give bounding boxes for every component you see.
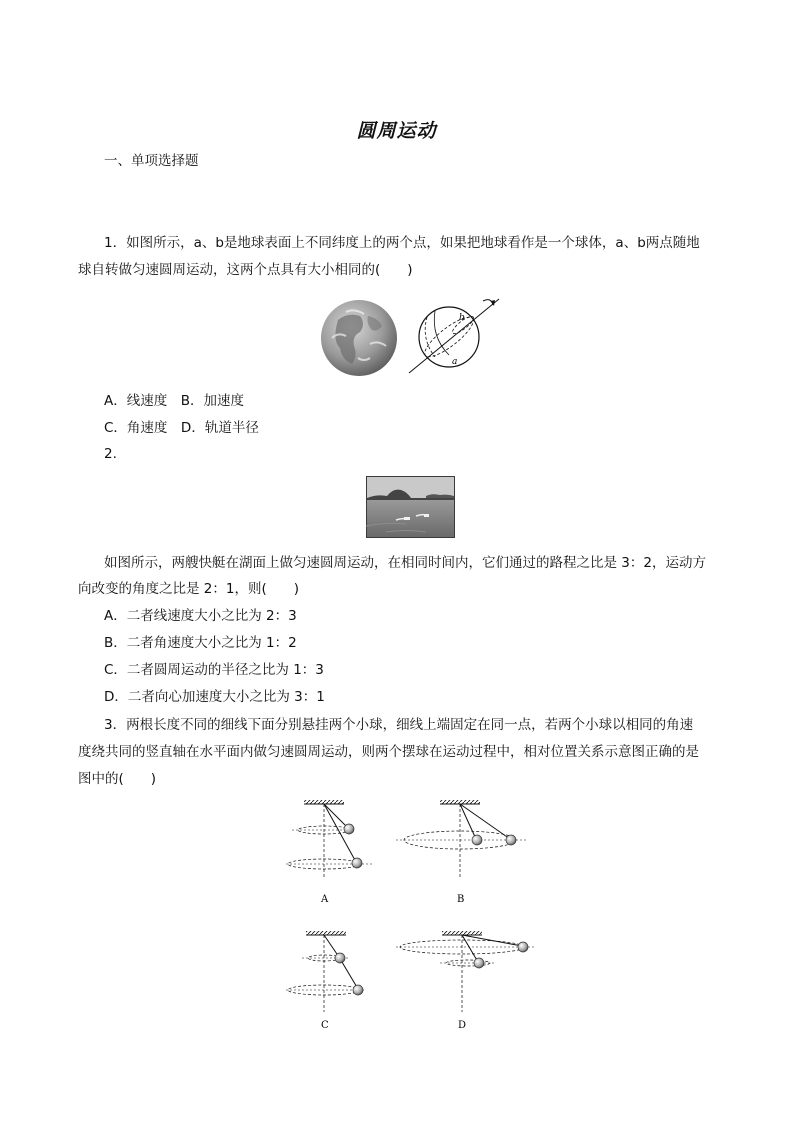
diagram-label-c: C <box>321 1020 329 1031</box>
page-title: 圆周运动 <box>356 120 437 142</box>
pendulum-diagrams <box>0 790 793 1040</box>
diagram-label-b: B <box>457 894 465 905</box>
q2-text-line1: 如图所示，两艘快艇在湖面上做匀速圆周运动，在相同时间内，它们通过的路程之比是 3：2，运动方 <box>104 555 706 571</box>
q1-option-line1: A．线速度 B．加速度 <box>104 393 244 409</box>
q2-text-line2: 向改变的角度之比是 2：1，则( ) <box>78 581 300 597</box>
q2-option-a: A．二者线速度大小之比为 2：3 <box>104 608 297 624</box>
q3-text-line3: 图中的( ) <box>78 771 157 787</box>
rotating-sphere-diagram <box>405 293 505 377</box>
point-a-label: a <box>452 357 458 367</box>
earth-photo <box>318 298 400 378</box>
diagram-label-a: A <box>321 894 329 905</box>
diagram-d <box>396 931 534 1031</box>
section-heading: 一、单项选择题 <box>104 153 199 169</box>
q2-number: 2. <box>104 446 117 462</box>
q2-option-c: C．二者圆周运动的半径之比为 1：3 <box>104 662 324 678</box>
speedboats-photo <box>366 476 455 538</box>
diagram-c <box>286 931 366 1031</box>
q1-text-line2: 球自转做匀速圆周运动，这两个点具有大小相同的( ) <box>78 262 413 278</box>
q2-option-d: D．二者向心加速度大小之比为 3：1 <box>104 689 325 705</box>
point-b-label: b <box>459 313 465 323</box>
diagram-b <box>396 800 528 905</box>
q2-option-b: B．二者角速度大小之比为 1：2 <box>104 635 297 651</box>
diagram-a <box>286 800 372 905</box>
q3-text-line2: 度绕共同的竖直轴在水平面内做匀速圆周运动，则两个摆球在运动过程中，相对位置关系示意图正确的是 <box>78 744 699 760</box>
q1-option-line2: C．角速度 D．轨道半径 <box>104 420 259 436</box>
q3-text-line1: 3．两根长度不同的细线下面分别悬挂两个小球，细线上端固定在同一点，若两个小球以相同的角速 <box>104 717 694 733</box>
diagram-label-d: D <box>458 1020 467 1031</box>
q1-text-line1: 1．如图所示，a、b是地球表面上不同纬度上的两个点，如果把地球看作是一个球体，a、b两点随地 <box>104 235 700 251</box>
